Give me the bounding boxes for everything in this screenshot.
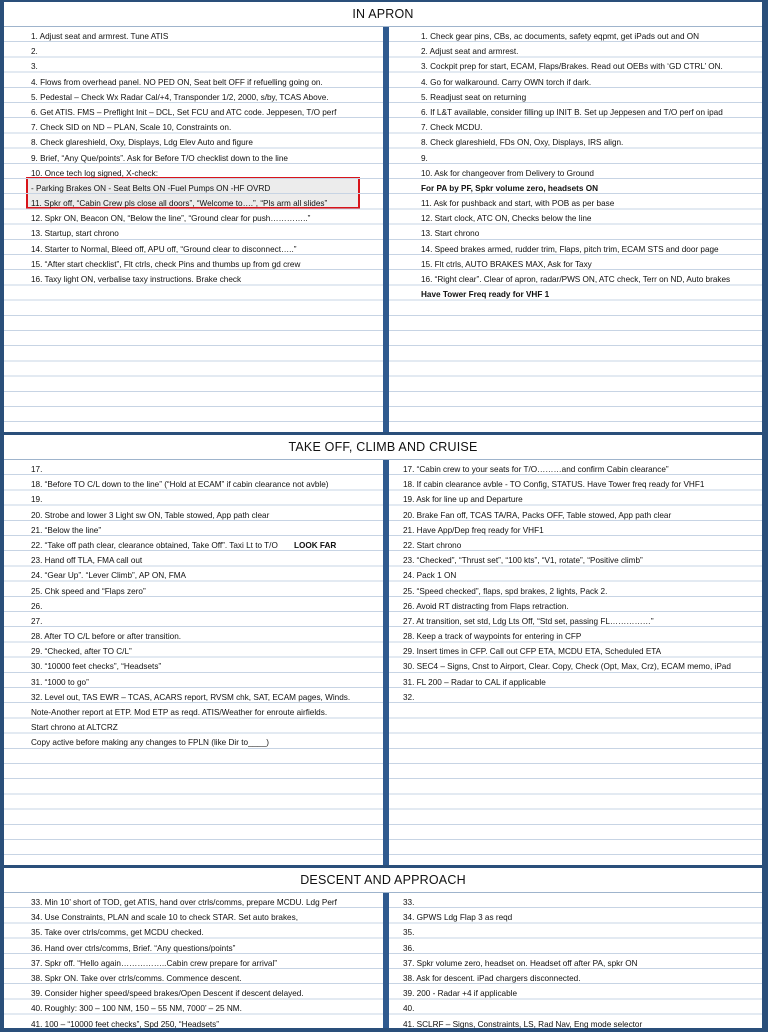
list-item: 21. “Below the line”: [31, 525, 102, 535]
list-item: 18. “Before TO C/L down to the line” (“Hold at ECAM” if cabin clearance not avble): [31, 480, 329, 490]
list-item: 34. GPWS Ldg Flap 3 as reqd: [403, 913, 513, 923]
list-item: 39. 200 - Radar +4 if applicable: [403, 989, 518, 999]
list-item: 29. Insert times in CFP. Call out CFP ETA, MCDU ETA, Scheduled ETA: [403, 647, 662, 657]
list-item: 14. Speed brakes armed, rudder trim, Flaps, pitch trim, ECAM STS and door page: [421, 244, 719, 254]
section-take-off-climb-cruise: [4, 435, 762, 865]
list-item: 4. Go for walkaround. Carry OWN torch if dark.: [421, 77, 592, 87]
list-item: 3. Cockpit prep for start, ECAM, Flaps/Brakes. Read out OEBs with ‘GD CTRL’ ON.: [421, 62, 723, 72]
list-item: 15. “After start checklist”, Flt ctrls, check Pins and thumbs up from gd crew: [31, 259, 301, 269]
list-item: 41. 100 – “10000 feet checks”, Spd 250, “Headsets”: [31, 1019, 219, 1029]
list-item: 8. Check glareshield, Oxy, Displays, Ldg Elev Auto and figure: [31, 138, 253, 148]
list-item: - Parking Brakes ON - Seat Belts ON -Fuel Pumps ON -HF OVRD: [31, 183, 271, 193]
list-item: 9. Brief, “Any Que/points”. Ask for Before T/O checklist down to the line: [31, 153, 288, 163]
list-item: 33.: [403, 898, 415, 907]
list-item: 6. Get ATIS. FMS – Preflight Init – DCL, Set FCU and ATC code. Jeppesen, T/O perf: [31, 107, 337, 117]
section-title: DESCENT AND APPROACH: [4, 868, 762, 893]
list-item: 5. Pedestal – Check Wx Radar Cal/+4, Transponder 1/2, 2000, s/by, TCAS Above.: [31, 92, 329, 102]
list-item: 8. Check glareshield, FDs ON, Oxy, Displays, IRS align.: [421, 138, 624, 148]
list-item: 39. Consider higher speed/speed brakes/Open Descent if descent delayed.: [31, 989, 304, 999]
list-item: 3.: [31, 62, 38, 72]
list-item: 2.: [31, 47, 38, 57]
section-title: IN APRON: [4, 2, 762, 27]
list-item: 38. Ask for descent. iPad chargers disconnected.: [403, 973, 581, 983]
section-descent-approach: [4, 868, 762, 1028]
list-item: 15. Flt ctrls, AUTO BRAKES MAX, Ask for Taxy: [421, 259, 592, 269]
list-item: 9.: [421, 153, 428, 163]
list-item: 2. Adjust seat and armrest.: [421, 47, 519, 57]
list-item: [4, 538, 383, 553]
list-item: 31. FL 200 – Radar to CAL if applicable: [403, 677, 546, 687]
list-item: 24. “Gear Up”. “Lever Climb”, AP ON, FMA: [31, 571, 186, 581]
list-item: 32.: [403, 692, 415, 702]
list-item: 35.: [403, 928, 415, 938]
list-item: 19. Ask for line up and Departure: [403, 495, 523, 505]
list-item: 21. Have App/Dep freq ready for VHF1: [403, 525, 544, 535]
list-item: 13. Start chrono: [421, 229, 480, 239]
list-item: 13. Startup, start chrono: [31, 229, 119, 239]
list-item: 1. Check gear pins, CBs, ac documents, safety eqpmt, get iPads out and ON: [421, 32, 700, 41]
left-column: [4, 460, 383, 865]
list-item: 14. Starter to Normal, Bleed off, APU off, “Ground clear to disconnect…..”: [31, 244, 297, 254]
look-far-note: LOOK FAR: [294, 540, 337, 550]
list-item: 20. Brake Fan off, TCAS TA/RA, Packs OFF, Table stowed, App path clear: [403, 510, 672, 520]
list-item: 30. SEC4 – Signs, Cnst to Airport, Clear. Copy, Check (Opt, Max, Crz), ECAM memo, iPad: [403, 662, 731, 672]
list-item: 1. Adjust seat and armrest. Tune ATIS: [31, 32, 169, 41]
list-item: 36. Hand over ctrls/comms, Brief. “Any questions/points”: [31, 943, 236, 953]
list-item: 27.: [31, 616, 43, 626]
list-item: 11. Spkr off, “Cabin Crew pls close all doors”, “Welcome to….”, “Pls arm all slides”: [31, 199, 328, 209]
list-item: 22. Start chrono: [403, 540, 462, 550]
list-item: 16. “Right clear”. Clear of apron, radar/PWS ON, ATC check, Terr on ND, Auto brakes: [421, 275, 731, 284]
list-item: 23. “Checked”, “Thrust set”, “100 kts”, “V1, rotate”, “Positive climb”: [403, 556, 643, 566]
list-item: 25. Chk speed and “Flaps zero”: [31, 586, 146, 596]
list-item: 28. Keep a track of waypoints for entering in CFP: [403, 632, 582, 642]
list-item: 6. If L&T available, consider filling up INIT B. Set up Jeppesen and T/O perf on ipad: [421, 107, 723, 117]
list-item: 28. After TO C/L before or after transition.: [31, 632, 182, 642]
list-item: 37. Spkr off. “Hello again……………..Cabin crew prepare for arrival”: [31, 958, 278, 968]
list-item: 12. Spkr ON, Beacon ON, “Below the line”, “Ground clear for push…………..”: [31, 214, 311, 224]
right-column: [389, 893, 762, 1028]
list-item: 37. Spkr volume zero, headset on. Headset off after PA, spkr ON: [403, 958, 638, 968]
list-item: 23. Hand off TLA, FMA call out: [31, 556, 143, 566]
section-in-apron: [4, 2, 762, 432]
list-item: 5. Readjust seat on returning: [421, 92, 527, 102]
list-item: 17. “Cabin crew to your seats for T/O………and confirm Cabin clearance”: [403, 465, 669, 474]
list-item: 12. Start clock, ATC ON, Checks below the line: [421, 214, 592, 224]
list-item: 33. Min 10’ short of TOD, get ATIS, hand over ctrls/comms, prepare MCDU. Ldg Perf: [31, 898, 337, 907]
list-item: 34. Use Constraints, PLAN and scale 10 to check STAR. Set auto brakes,: [31, 913, 298, 923]
list-item: 38. Spkr ON. Take over ctrls/comms. Commence descent.: [31, 973, 242, 983]
list-item: Note-Another report at ETP. Mod ETP as reqd. ATIS/Weather for enroute airfields.: [31, 708, 328, 717]
list-item: 10. Once tech log signed, X-check:: [31, 168, 158, 178]
list-item: 10. Ask for changeover from Delivery to Ground: [421, 168, 594, 178]
list-item: 25. “Speed checked”, flaps, spd brakes, 2 lights, Pack 2.: [403, 586, 608, 596]
list-item: Copy active before making any changes to FPLN (like Dir to____): [31, 738, 270, 748]
list-item: 7. Check MCDU.: [421, 123, 483, 133]
list-item: 31. “1000 to go”: [31, 677, 89, 687]
item-text: 22. “Take off path clear, clearance obtained, Take Off”. Taxi Lt to T/O: [31, 540, 278, 550]
list-item: Have Tower Freq ready for VHF 1: [421, 290, 550, 300]
list-item: 4. Flows from overhead panel. NO PED ON, Seat belt OFF if refuelling going on.: [31, 77, 323, 87]
list-item: 41. SCLRF – Signs, Constraints, LS, Rad Nav, Eng mode selector: [403, 1019, 643, 1029]
list-item: For PA by PF, Spkr volume zero, headsets ON: [421, 183, 598, 193]
list-item: 17.: [31, 465, 43, 474]
list-item: 35. Take over ctrls/comms, get MCDU checked.: [31, 928, 204, 938]
list-item: 29. “Checked, after TO C/L”: [31, 647, 132, 657]
list-item: 26.: [31, 601, 43, 611]
list-item: 40. Roughly: 300 – 100 NM, 150 – 55 NM, 7000’ – 25 NM.: [31, 1004, 242, 1014]
list-item: 30. “10000 feet checks”, “Headsets”: [31, 662, 162, 672]
left-column: [4, 893, 383, 1028]
list-item: 27. At transition, set std, Ldg Lts Off, “Std set, passing FL……………”: [403, 616, 654, 626]
list-item: 36.: [403, 943, 415, 953]
right-column: [389, 27, 762, 432]
list-item: 11. Ask for pushback and start, with POB as per base: [421, 199, 615, 209]
list-item: 40.: [403, 1004, 415, 1014]
left-column: [4, 27, 383, 432]
list-item: 26. Avoid RT distracting from Flaps retraction.: [403, 601, 569, 611]
list-item: Start chrono at ALTCRZ: [31, 723, 118, 733]
list-item: 24. Pack 1 ON: [403, 571, 457, 581]
list-item: 7. Check SID on ND – PLAN, Scale 10, Constraints on.: [31, 123, 232, 133]
list-item: 16. Taxy light ON, verbalise taxy instructions. Brake check: [31, 275, 242, 284]
list-item: 19.: [31, 495, 43, 505]
section-title: TAKE OFF, CLIMB AND CRUISE: [4, 435, 762, 460]
right-column: [389, 460, 762, 865]
list-item: 20. Strobe and lower 3 Light sw ON, Table stowed, App path clear: [31, 510, 270, 520]
list-item: 18. If cabin clearance avble - TO Config, STATUS. Have Tower freq ready for VHF1: [403, 480, 705, 490]
list-item: 32. Level out, TAS EWR – TCAS, ACARS report, RVSM chk, SAT, ECAM pages, Winds.: [31, 692, 351, 702]
